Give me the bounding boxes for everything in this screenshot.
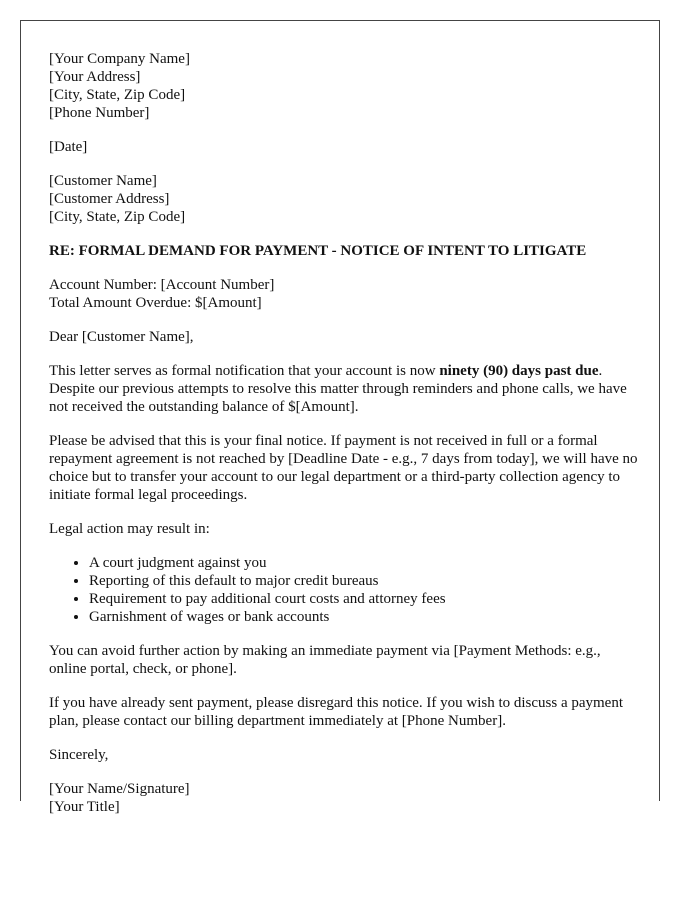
signature-name: [Your Name/Signature] bbox=[49, 781, 190, 797]
salutation: Dear [Customer Name], bbox=[49, 329, 194, 345]
subject-line: RE: FORMAL DEMAND FOR PAYMENT - NOTICE OF INTENT TO LITIGATE bbox=[49, 243, 587, 259]
letter-page bbox=[20, 20, 660, 815]
closing: Sincerely, bbox=[49, 747, 109, 763]
sender-phone: [Phone Number] bbox=[49, 105, 150, 121]
legal-action-list bbox=[49, 554, 639, 626]
paragraph-overdue-notice bbox=[49, 362, 639, 416]
sender-company: [Your Company Name] bbox=[49, 51, 190, 67]
list-item: • Requirement to pay additional court costs and attorney fees bbox=[89, 590, 639, 608]
paragraph-overdue-text-end: . Despite our previous attempts to resolve this matter through reminders and phone calls, we have not received the outstanding balance of $[Amount]. bbox=[49, 363, 627, 415]
signature-block bbox=[49, 780, 639, 816]
days-past-due-emphasis: ninety (90) days past due bbox=[439, 363, 599, 379]
recipient-name: [Customer Name] bbox=[49, 173, 157, 189]
recipient-block bbox=[49, 172, 639, 226]
account-number: Account Number: [Account Number] bbox=[49, 277, 275, 293]
paragraph-final-notice: Please be advised that this is your final notice. If payment is not received in full or a formal repayment agreement is not reached by [Deadline Date - e.g., 7 days from today], we will have no choice but to transfer your account to our legal department or a third-party collection agency to initiate formal legal proceedings. bbox=[49, 433, 638, 503]
list-item: • Reporting of this default to major credit bureaus bbox=[89, 572, 639, 590]
account-block bbox=[49, 276, 639, 312]
sender-city: [City, State, Zip Code] bbox=[49, 87, 186, 103]
recipient-city: [City, State, Zip Code] bbox=[49, 209, 186, 225]
legal-action-intro: Legal action may result in: bbox=[49, 521, 210, 537]
recipient-address: [Customer Address] bbox=[49, 191, 170, 207]
sender-address: [Your Address] bbox=[49, 69, 141, 85]
list-item: • Garnishment of wages or bank accounts bbox=[89, 608, 639, 626]
date-block bbox=[49, 138, 639, 156]
amount-overdue: Total Amount Overdue: $[Amount] bbox=[49, 295, 262, 311]
letter-date: [Date] bbox=[49, 139, 88, 155]
paragraph-overdue-text-start: This letter serves as formal notification that your account is now bbox=[49, 363, 440, 379]
list-item: • A court judgment against you bbox=[89, 554, 639, 572]
letter-body bbox=[49, 50, 639, 832]
signature-title: [Your Title] bbox=[49, 799, 120, 815]
sender-block bbox=[49, 50, 639, 122]
paragraph-payment-plan: If you have already sent payment, please disregard this notice. If you wish to discuss a payment plan, please contact our billing department immediately at [Phone Number]. bbox=[49, 695, 624, 729]
paragraph-payment-methods: You can avoid further action by making an immediate payment via [Payment Methods: e.g., online portal, check, or phone]. bbox=[49, 643, 601, 677]
